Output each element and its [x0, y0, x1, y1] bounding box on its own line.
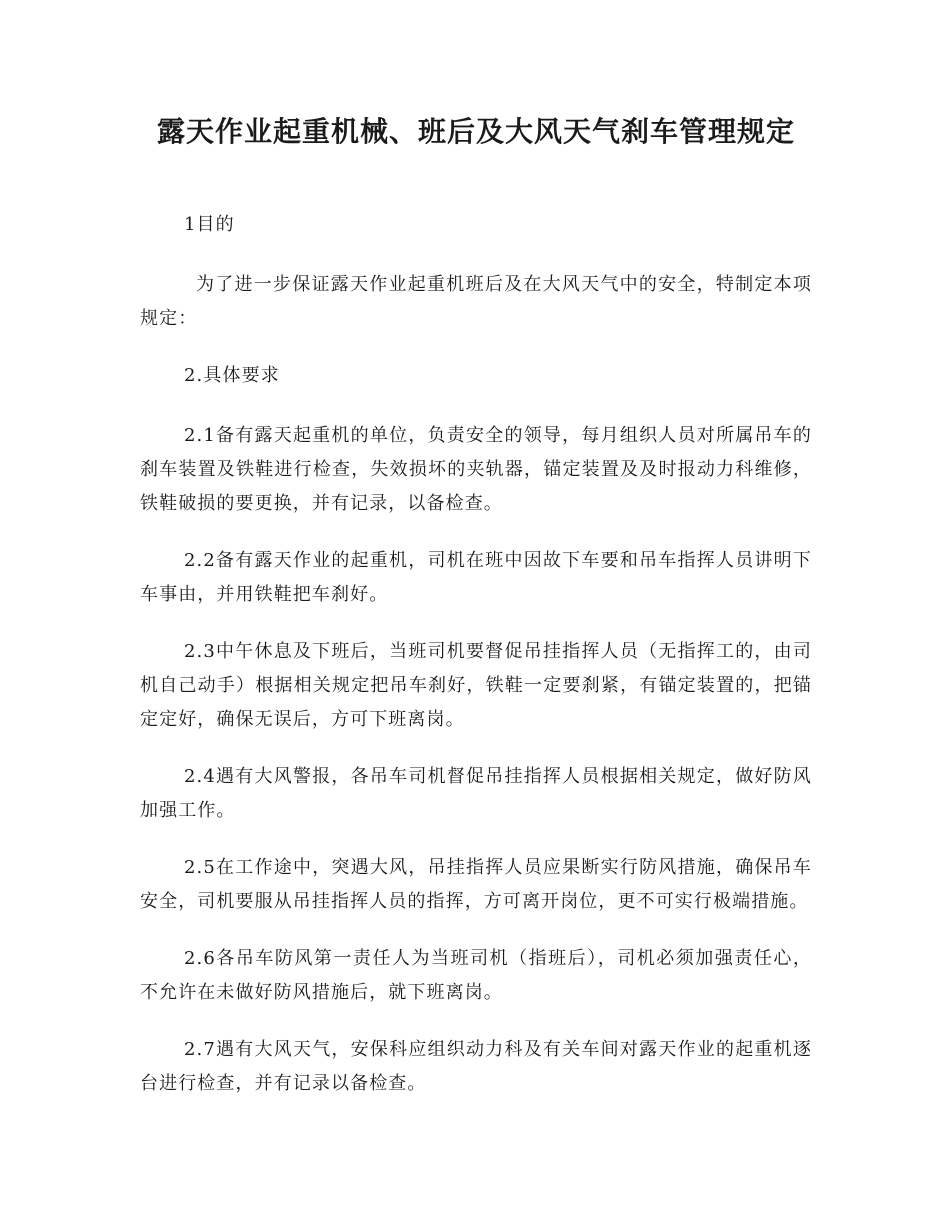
paragraph-2-1: 2.1备有露天起重机的单位，负责安全的领导，每月组织人员对所属吊车的刹车装置及铁鞋进行检查，失效损坏的夹轨器，锚定装置及及时报动力科维修，铁鞋破损的要更换，并有记录，以备检查。 [140, 425, 812, 514]
document-title: 露天作业起重机械、班后及大风天气刹车管理规定 [156, 115, 795, 148]
paragraph-2-6: 2.6各吊车防风第一责任人为当班司机（指班后），司机必须加强责任心，不允许在未做好防风措施后，就下班离岗。 [140, 948, 812, 1003]
paragraph-2-7: 2.7遇有大风天气，安保科应组织动力科及有关车间对露天作业的起重机逐台进行检查，并有记录以备检查。 [140, 1039, 812, 1094]
document-body [140, 208, 812, 1124]
paragraph-purpose: 为了进一步保证露天作业起重机班后及在大风天气中的安全，特制定本项规定： [140, 274, 812, 329]
section-heading-requirements: 2.具体要求 [184, 365, 280, 386]
paragraph-2-5: 2.5在工作途中，突遇大风，吊挂指挥人员应果断实行防风措施，确保吊车安全，司机要服从吊挂指挥人员的指挥，方可离开岗位，更不可实行极端措施。 [140, 857, 812, 912]
section-heading-purpose: 1目的 [184, 214, 235, 235]
paragraph-2-4: 2.4遇有大风警报，各吊车司机督促吊挂指挥人员根据相关规定，做好防风加强工作。 [140, 766, 812, 821]
paragraph-2-2: 2.2备有露天作业的起重机，司机在班中因故下车要和吊车指挥人员讲明下车事由，并用铁鞋把车刹好。 [140, 550, 812, 605]
paragraph-2-3: 2.3中午休息及下班后，当班司机要督促吊挂指挥人员（无指挥工的，由司机自己动手）根据相关规定把吊车刹好，铁鞋一定要刹紧，有锚定装置的，把锚定定好，确保无误后，方可下班离岗。 [140, 641, 812, 730]
